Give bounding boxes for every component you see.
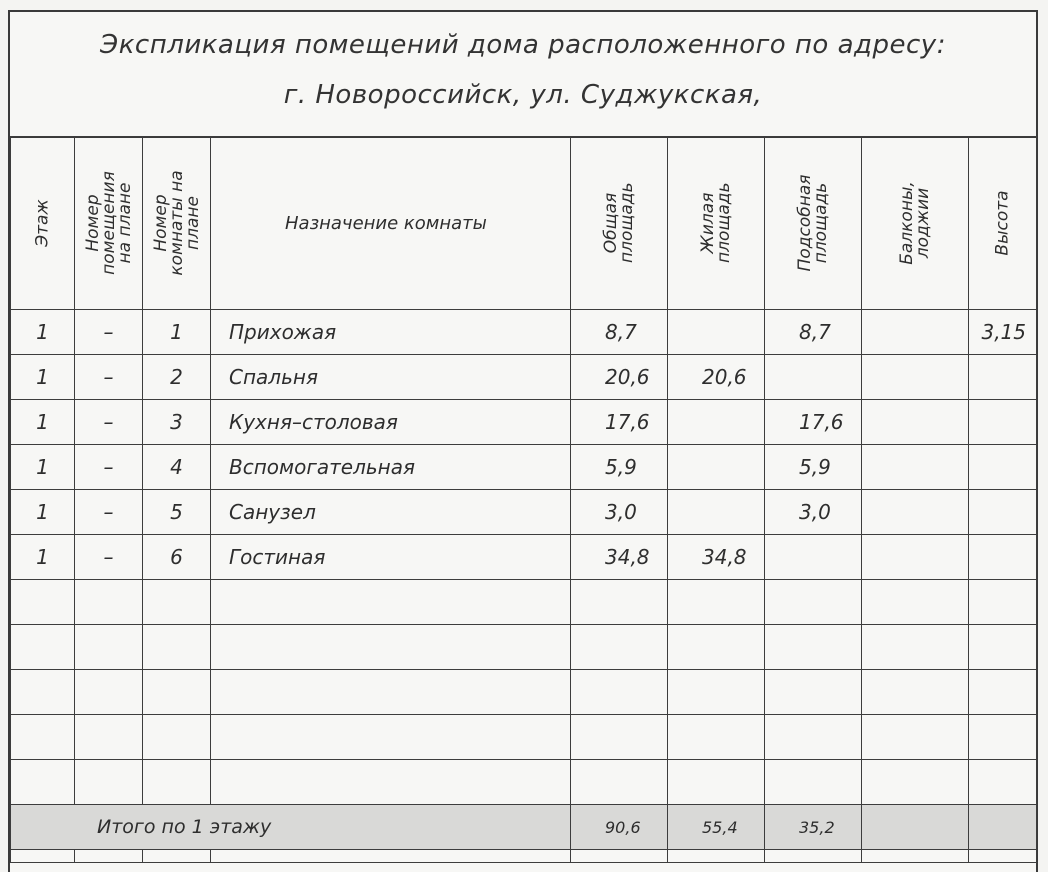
cell-living-area [668, 715, 765, 760]
cell-aux-area [765, 355, 862, 400]
cell-room-no [143, 760, 211, 805]
cell-floor: 1 [11, 535, 75, 580]
header-floor-label: Этаж [32, 199, 52, 247]
cell-height [969, 715, 1037, 760]
tail-cell [668, 850, 765, 863]
header-floor [11, 137, 75, 310]
cell-height [969, 535, 1037, 580]
tail-cell [862, 850, 969, 863]
cell-total-area [571, 580, 668, 625]
total-living-area: 55,4 [668, 805, 765, 850]
cell-premise-no: – [75, 490, 143, 535]
cell-room-no [143, 670, 211, 715]
header-purpose: Назначение комнаты [211, 137, 571, 310]
cell-floor: 1 [11, 355, 75, 400]
cell-room-no [143, 580, 211, 625]
cell-living-area [668, 670, 765, 715]
cell-purpose: Гостиная [211, 535, 571, 580]
cell-total-area: 3,0 [571, 490, 668, 535]
cell-total-area [571, 670, 668, 715]
table-row [11, 445, 1037, 490]
tail-cell [75, 850, 143, 863]
total-height [969, 805, 1037, 850]
cell-total-area: 8,7 [571, 310, 668, 355]
cell-living-area [668, 445, 765, 490]
cell-aux-area [765, 625, 862, 670]
cell-height [969, 580, 1037, 625]
header-total-area-label: Общая площадь [601, 182, 637, 263]
header-aux-area [765, 137, 862, 310]
cell-aux-area [765, 715, 862, 760]
cell-living-area: 20,6 [668, 355, 765, 400]
cell-height [969, 355, 1037, 400]
cell-balcony [862, 760, 969, 805]
cell-height [969, 625, 1037, 670]
cell-aux-area: 8,7 [765, 310, 862, 355]
cell-floor: 1 [11, 490, 75, 535]
header-room-no-label: Номер комнаты на плане [150, 170, 203, 276]
cell-total-area: 20,6 [571, 355, 668, 400]
address-line: г. Новороссийск, ул. Суджукская, [283, 80, 763, 110]
title-block [10, 12, 1036, 138]
cell-premise-no [75, 580, 143, 625]
table-row [11, 715, 1037, 760]
cell-purpose [211, 715, 571, 760]
cell-purpose [211, 625, 571, 670]
header-living-area-label: Жилая площадь [698, 182, 734, 263]
header-premise-no-label: Номер помещения на плане [82, 171, 135, 275]
header-row [11, 137, 1037, 310]
header-aux-area-label: Подсобная площадь [795, 174, 831, 272]
cell-purpose [211, 670, 571, 715]
table-row [11, 670, 1037, 715]
cell-height [969, 400, 1037, 445]
table-row [11, 355, 1037, 400]
total-row [11, 805, 1037, 850]
header-total-area [571, 137, 668, 310]
table-row [11, 580, 1037, 625]
explication-table [10, 136, 1037, 863]
cell-total-area: 17,6 [571, 400, 668, 445]
cell-aux-area: 5,9 [765, 445, 862, 490]
cell-balcony [862, 535, 969, 580]
cell-living-area [668, 490, 765, 535]
cell-total-area [571, 625, 668, 670]
tail-cell [765, 850, 862, 863]
tail-cell [211, 850, 571, 863]
cell-balcony [862, 310, 969, 355]
cell-balcony [862, 445, 969, 490]
cell-premise-no: – [75, 310, 143, 355]
table-row [11, 490, 1037, 535]
cell-balcony [862, 670, 969, 715]
cell-room-no: 3 [143, 400, 211, 445]
cell-floor [11, 670, 75, 715]
cell-aux-area [765, 670, 862, 715]
cell-room-no: 1 [143, 310, 211, 355]
cell-room-no [143, 625, 211, 670]
cell-living-area [668, 580, 765, 625]
cell-floor [11, 625, 75, 670]
cell-floor [11, 760, 75, 805]
tail-cell [571, 850, 668, 863]
cell-aux-area: 17,6 [765, 400, 862, 445]
cell-total-area [571, 760, 668, 805]
cell-floor: 1 [11, 445, 75, 490]
cell-aux-area: 3,0 [765, 490, 862, 535]
cell-total-area: 34,8 [571, 535, 668, 580]
cell-premise-no [75, 715, 143, 760]
header-height [969, 137, 1037, 310]
total-aux-area: 35,2 [765, 805, 862, 850]
cell-premise-no: – [75, 355, 143, 400]
header-living-area [668, 137, 765, 310]
header-height-label: Высота [992, 190, 1012, 256]
cell-living-area [668, 625, 765, 670]
total-balcony [862, 805, 969, 850]
cell-living-area [668, 760, 765, 805]
cell-aux-area [765, 535, 862, 580]
cell-height [969, 490, 1037, 535]
cell-premise-no [75, 760, 143, 805]
cell-purpose: Прихожая [211, 310, 571, 355]
cell-room-no: 4 [143, 445, 211, 490]
tail-row [11, 850, 1037, 863]
cell-balcony [862, 580, 969, 625]
cell-room-no: 2 [143, 355, 211, 400]
cell-living-area [668, 310, 765, 355]
cell-total-area: 5,9 [571, 445, 668, 490]
table-row [11, 760, 1037, 805]
table-row [11, 400, 1037, 445]
cell-premise-no: – [75, 400, 143, 445]
cell-height: 3,15 [969, 310, 1037, 355]
cell-room-no [143, 715, 211, 760]
cell-floor: 1 [11, 310, 75, 355]
cell-height [969, 760, 1037, 805]
tail-cell [143, 850, 211, 863]
cell-living-area [668, 400, 765, 445]
header-room-no [143, 137, 211, 310]
cell-floor [11, 580, 75, 625]
cell-purpose: Санузел [211, 490, 571, 535]
cell-room-no: 6 [143, 535, 211, 580]
cell-aux-area [765, 580, 862, 625]
cell-purpose: Вспомогательная [211, 445, 571, 490]
cell-balcony [862, 715, 969, 760]
cell-balcony [862, 355, 969, 400]
header-balcony [862, 137, 969, 310]
cell-balcony [862, 400, 969, 445]
header-premise-no [75, 137, 143, 310]
table-row [11, 535, 1037, 580]
cell-purpose: Спальня [211, 355, 571, 400]
total-total-area: 90,6 [571, 805, 668, 850]
cell-aux-area [765, 760, 862, 805]
cell-height [969, 670, 1037, 715]
table-row [11, 625, 1037, 670]
cell-total-area [571, 715, 668, 760]
cell-height [969, 445, 1037, 490]
cell-room-no: 5 [143, 490, 211, 535]
header-balcony-label: Балконы, лоджии [897, 181, 933, 265]
tail-cell [969, 850, 1037, 863]
cell-balcony [862, 490, 969, 535]
document-title: Экспликация помещений дома расположенного по адресу: [100, 30, 946, 60]
table-body [11, 310, 1037, 805]
cell-floor: 1 [11, 400, 75, 445]
cell-premise-no: – [75, 535, 143, 580]
table-row [11, 310, 1037, 355]
total-label: Итого по 1 этажу [11, 805, 571, 850]
cell-balcony [862, 625, 969, 670]
cell-purpose [211, 580, 571, 625]
cell-premise-no [75, 670, 143, 715]
cell-purpose: Кухня–столовая [211, 400, 571, 445]
explication-sheet [8, 10, 1038, 872]
cell-premise-no [75, 625, 143, 670]
cell-living-area: 34,8 [668, 535, 765, 580]
cell-purpose [211, 760, 571, 805]
cell-premise-no: – [75, 445, 143, 490]
tail-cell [11, 850, 75, 863]
cell-floor [11, 715, 75, 760]
